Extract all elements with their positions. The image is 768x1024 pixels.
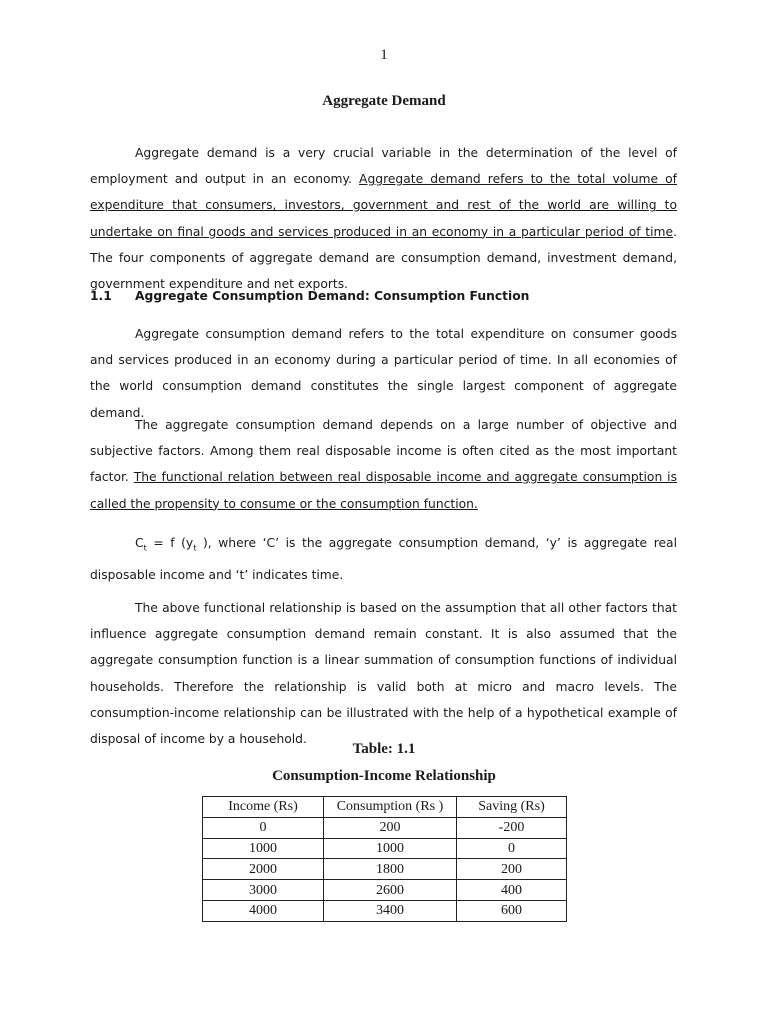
cell-income: 3000 <box>203 880 324 901</box>
consumption-income-table <box>202 796 567 922</box>
paragraph-intro-text: Aggregate demand is a very crucial variable in the determination of the level of employment and output in an economy. <box>90 146 677 187</box>
page-number: 1 <box>380 47 388 63</box>
formula-eq: = f (y <box>146 536 194 550</box>
document-title: Aggregate Demand <box>322 93 446 109</box>
paragraph-factors-text: The aggregate consumption demand depends on a large number of objective and subjective factors. Among them real disposable income is often cited as the most important factor. <box>90 418 677 485</box>
consumption-formula <box>90 530 677 588</box>
cell-consumption: 2600 <box>324 880 457 901</box>
formula-c-subscript: t <box>143 543 147 553</box>
paragraph-consumption: Aggregate consumption demand refers to the total expenditure on consumer goods and services produced in an economy during a particular period of time. In all economies of the world consumption demand constitutes the single largest component of aggregate demand. <box>90 327 677 420</box>
cell-income: 4000 <box>203 900 324 921</box>
cell-income: 2000 <box>203 859 324 880</box>
cell-income: 0 <box>203 817 324 838</box>
section-heading <box>90 285 677 307</box>
paragraph-intro-tail: . The four components of aggregate demand are consumption demand, investment demand, government expenditure and net exports. <box>90 224 677 292</box>
table-header-row <box>203 797 567 818</box>
cell-saving: 200 <box>457 859 567 880</box>
cell-consumption: 200 <box>324 817 457 838</box>
cell-saving: 400 <box>457 880 567 901</box>
table-row <box>203 900 567 921</box>
table-caption: Consumption-Income Relationship <box>272 768 496 784</box>
cell-saving: 0 <box>457 838 567 859</box>
formula-description: ), where ‘C’ is the aggregate consumption demand, ‘y’ is aggregate real disposable income and ‘t’ indicates time. <box>90 536 677 582</box>
header-income: Income (Rs) <box>203 797 324 818</box>
cell-income: 1000 <box>203 838 324 859</box>
cell-saving: 600 <box>457 900 567 921</box>
paragraph-factors <box>90 412 677 517</box>
header-saving: Saving (Rs) <box>457 797 567 818</box>
table-row <box>203 880 567 901</box>
definition-underlined: Aggregate demand refers to the total volume of expenditure that consumers, investors, government and rest of the world are willing to undertake on final goods and services produced in an economy in a particular period of time <box>90 172 677 239</box>
table-row <box>203 817 567 838</box>
table-row <box>203 838 567 859</box>
paragraph-intro <box>90 140 677 297</box>
section-title: Aggregate Consumption Demand: Consumption Function <box>135 289 530 303</box>
header-consumption: Consumption (Rs ) <box>324 797 457 818</box>
cell-consumption: 3400 <box>324 900 457 921</box>
formula-y-subscript: t <box>193 543 197 553</box>
cell-consumption: 1800 <box>324 859 457 880</box>
paragraph-assumptions: The above functional relationship is based on the assumption that all other factors that influence aggregate consumption demand remain constant. It is also assumed that the aggregate consumption function is a linear summation of consumption functions of individual households. Therefore the relationship is valid both at micro and macro levels. The consumption-income relationship can be illustrated with the help of a hypothetical example of disposal of income by a household. <box>90 601 677 747</box>
formula-c: C <box>135 536 144 550</box>
cell-saving: -200 <box>457 817 567 838</box>
consumption-function-definition: The functional relation between real disposable income and aggregate consumption is called the propensity to consume or the consumption function. <box>90 470 677 511</box>
cell-consumption: 1000 <box>324 838 457 859</box>
table-label: Table: 1.1 <box>352 741 416 757</box>
section-number: 1.1 <box>90 289 112 303</box>
table-row <box>203 859 567 880</box>
